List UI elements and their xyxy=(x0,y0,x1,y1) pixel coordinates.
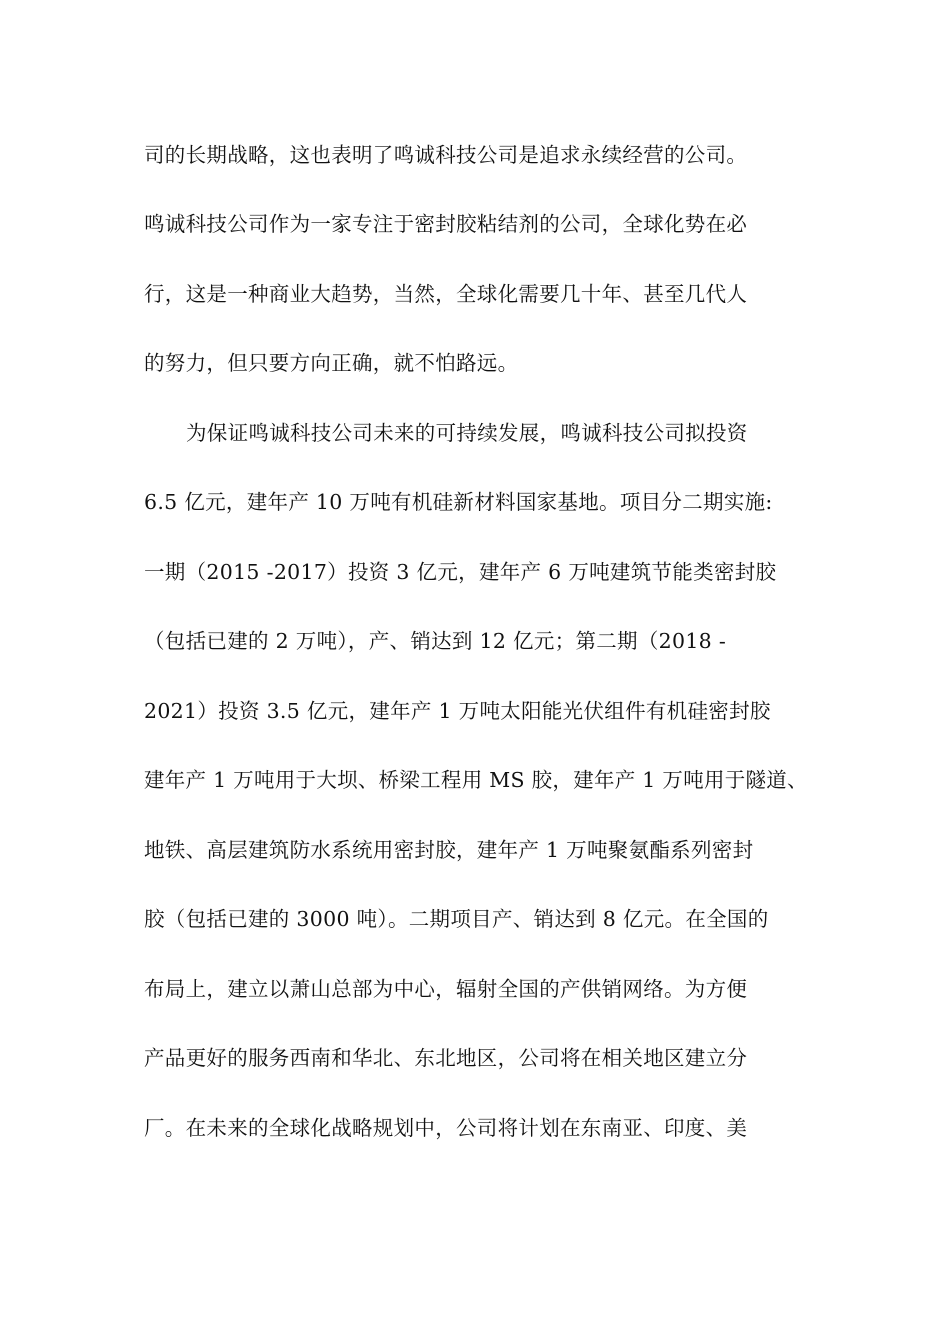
paragraph-line: 鸣诚科技公司作为一家专注于密封胶粘结剂的公司，全球化势在必 xyxy=(144,212,748,236)
paragraph-line: 一期（2015 -2017）投资 3 亿元，建年产 6 万吨建筑节能类密封胶 xyxy=(144,560,777,584)
paragraph-line: 司的长期战略，这也表明了鸣诚科技公司是追求永续经营的公司。 xyxy=(144,143,748,167)
paragraph-line: 厂。在未来的全球化战略规划中，公司将计划在东南亚、印度、美 xyxy=(144,1116,748,1140)
paragraph-line: 的努力，但只要方向正确，就不怕路远。 xyxy=(144,351,519,375)
paragraph-line: 为保证鸣诚科技公司未来的可持续发展，鸣诚科技公司拟投资 xyxy=(186,421,748,445)
paragraph-line: 胶（包括已建的 3000 吨）。二期项目产、销达到 8 亿元。在全国的 xyxy=(144,907,769,931)
paragraph-line: （包括已建的 2 万吨），产、销达到 12 亿元；第二期（2018 - xyxy=(144,629,727,653)
paragraph-line: 行，这是一种商业大趋势，当然，全球化需要几十年、甚至几代人 xyxy=(144,282,748,306)
paragraph-line: 布局上，建立以萧山总部为中心，辐射全国的产供销网络。为方便 xyxy=(144,977,748,1001)
paragraph-line: 地铁、高层建筑防水系统用密封胶，建年产 1 万吨聚氨酯系列密封 xyxy=(144,838,754,862)
paragraph-line: 建年产 1 万吨用于大坝、桥梁工程用 MS 胶，建年产 1 万吨用于隧道、 xyxy=(144,768,808,792)
paragraph-line: 6.5 亿元，建年产 10 万吨有机硅新材料国家基地。项目分二期实施: xyxy=(144,490,773,514)
paragraph-line: 产品更好的服务西南和华北、东北地区，公司将在相关地区建立分 xyxy=(144,1046,748,1070)
paragraph-line: 2021）投资 3.5 亿元，建年产 1 万吨太阳能光伏组件有机硅密封胶 xyxy=(144,699,771,723)
